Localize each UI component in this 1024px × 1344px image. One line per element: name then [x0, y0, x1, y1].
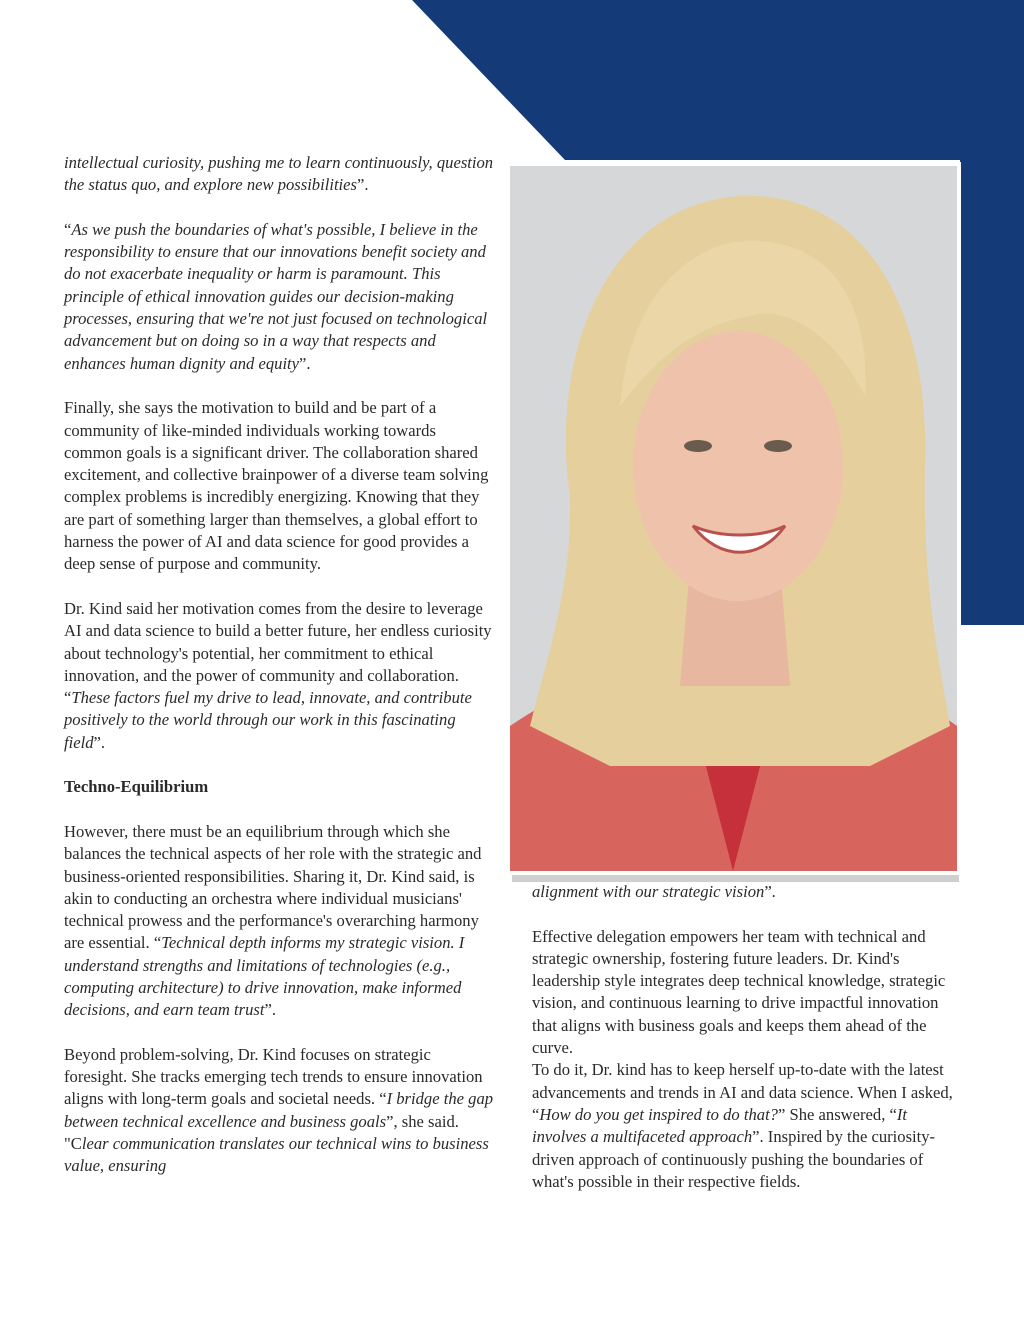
left-paragraph-1: intellectual curiosity, pushing me to learn continuously, question the status quo, and explore new possibilities”. [64, 153, 494, 195]
left-paragraph-6: Beyond problem-solving, Dr. Kind focuses on strategic foresight. She tracks emerging tech trends to ensure innovation aligns with long-term goals and societal needs. “I bridge the gap between technical excellence and business goals”, she said. "Clear communication translates our technical wins to business value, ensuring [64, 1044, 494, 1176]
right-paragraph-2: Effective delegation empowers her team with technical and strategic ownership, fostering future leaders. Dr. Kind's leadership style integrates deep technical knowledge, strategic vision, and continuous learning to drive impactful innovation that aligns with business goals and keeps them ahead of the curve. [532, 926, 946, 1058]
left-column [64, 152, 496, 1178]
right-paragraph-3: To do it, Dr. kind has to keep herself up-to-date with the latest advancements and trends in AI and data science. When I asked, “How do you get inspired to do that?” She answered, “It involves a multifaceted approach”. Inspired by the curiosity-driven approach of continuously pushing the boundaries of what's possible in their respective fields. [532, 1060, 953, 1191]
left-paragraph-3: Finally, she says the motivation to build and be part of a community of like-minded individuals working towards common goals is a significant driver. The collaboration shared excitement, and collective brainpower of a diverse team solving complex problems is incredibly energizing. Knowing that they are part of something larger than themselves, a global effort to harness the power of AI and data science for good provides a deep sense of purpose and community. [64, 398, 489, 574]
photo-frame [506, 162, 961, 875]
portrait-photo [510, 166, 957, 871]
left-paragraph-5: However, there must be an equilibrium through which she balances the technical aspects of her role with the strategic and business-oriented responsibilities. Sharing it, Dr. Kind said, is akin to conducting an orchestra where individual musicians' technical prowess and the performance's overarching harmony are essential. “Technical depth informs my strategic vision. I understand strengths and limitations of technologies (e.g., computing architecture) to drive innovation, make informed decisions, and earn team trust”. [64, 821, 482, 1020]
right-column [532, 881, 962, 1193]
left-paragraph-2: “As we push the boundaries of what's possible, I believe in the responsibility to ensure that our innovations benefit society and do not exacerbate inequality or harm is paramount. This principle of ethical innovation guides our decision-making processes, ensuring that we're not just focused on technological advancement but on doing so in a way that respects and enhances human dignity and equity”. [64, 219, 488, 373]
right-paragraph-1: alignment with our strategic vision”. [532, 882, 776, 901]
section-heading: Techno-Equilibrium [64, 777, 209, 797]
left-paragraph-4: Dr. Kind said her motivation comes from the desire to leverage AI and data science to build a better future, her endless curiosity about technology's potential, her commitment to ethical innovation, and the power of community and collaboration. “These factors fuel my drive to lead, innovate, and contribute positively to the world through our work in this fascinating field”. [64, 598, 492, 752]
